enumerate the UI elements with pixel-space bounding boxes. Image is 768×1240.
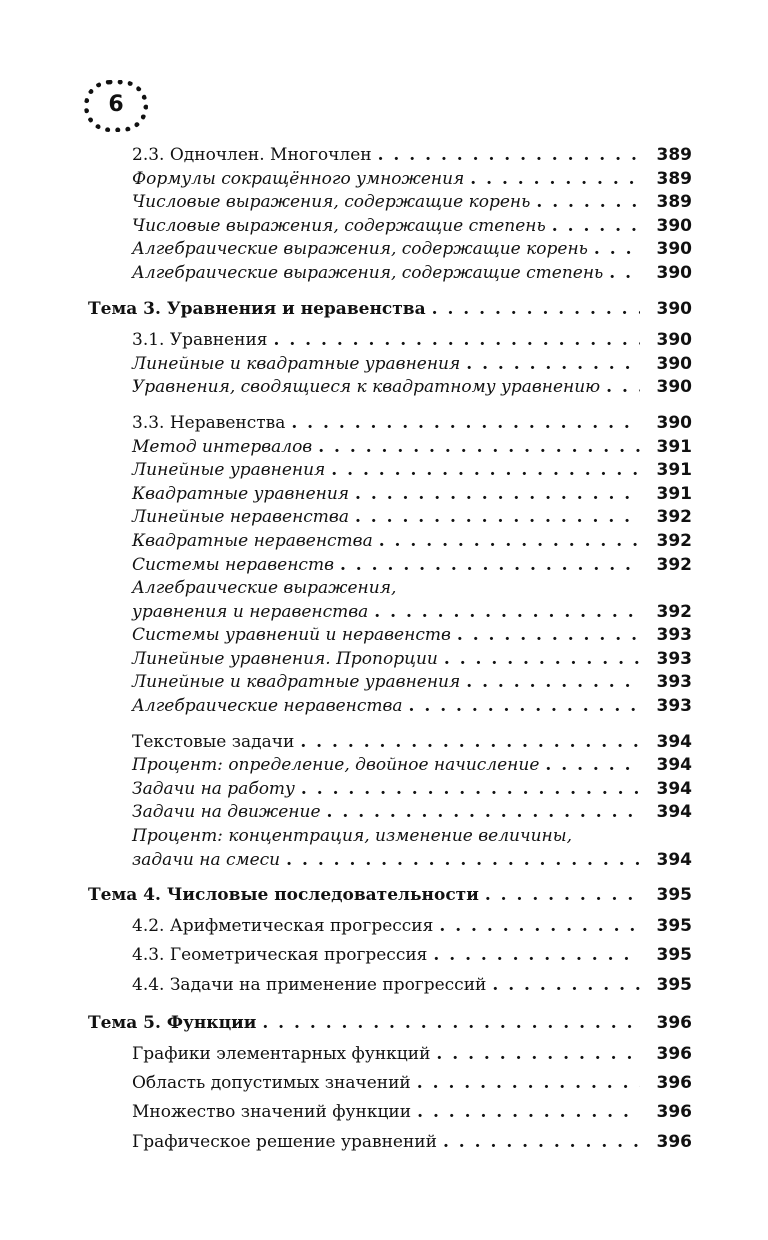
toc-leader-dots xyxy=(432,298,640,322)
toc-entry-title: Алгебраические выражения, xyxy=(132,578,397,599)
toc-leader-dots xyxy=(417,1069,640,1098)
toc-entry-title: Множество значений функции xyxy=(132,1102,412,1123)
toc-entry xyxy=(88,144,692,168)
toc-leader-dots xyxy=(485,884,640,908)
toc-page-number: 390 xyxy=(656,412,692,433)
toc-leader-dots xyxy=(262,1012,640,1036)
toc-page-number: 391 xyxy=(656,436,692,457)
toc-entry xyxy=(88,530,692,554)
toc-page-number: 390 xyxy=(656,330,692,351)
toc-entry xyxy=(88,1128,692,1157)
toc-entry-title: Тема 4. Числовые последовательности xyxy=(88,885,479,906)
toc-entry-title: Формулы сокращённого умножения xyxy=(132,168,465,189)
toc-leader-dots xyxy=(318,436,640,460)
toc-topic-row xyxy=(88,298,692,322)
toc-leader-dots xyxy=(378,144,640,168)
toc-entry xyxy=(88,554,692,578)
toc-leader-dots xyxy=(545,754,640,778)
toc-page-number: 395 xyxy=(656,885,692,906)
toc-entry-title: Числовые выражения, содержащие степень xyxy=(132,215,546,236)
toc-page-number: 390 xyxy=(656,262,692,283)
toc-page-number: 389 xyxy=(656,145,692,165)
toc-page-number: 394 xyxy=(656,802,692,823)
toc-entry xyxy=(88,671,692,695)
toc-leader-dots xyxy=(536,191,640,215)
toc-entry-title: Уравнения, сводящиеся к квадратному уравнению xyxy=(132,377,601,398)
toc-page-number: 392 xyxy=(656,507,692,528)
toc-leader-dots xyxy=(274,329,641,353)
toc-page-number: 393 xyxy=(656,648,692,669)
page-number: 6 xyxy=(108,92,124,117)
toc-entry-title: 4.4. Задачи на применение прогрессий xyxy=(132,974,487,995)
toc-leader-dots xyxy=(291,412,640,436)
toc-leader-dots xyxy=(594,238,640,262)
toc-page-number: 395 xyxy=(656,974,692,995)
toc-entry xyxy=(88,754,692,778)
toc-entry-title: Квадратные неравенства xyxy=(132,530,373,551)
toc-entry-title: 3.1. Уравнения xyxy=(132,330,268,351)
toc-entry-title: Задачи на движение xyxy=(132,802,321,823)
toc-page-number: 393 xyxy=(656,696,692,717)
toc-entry-title: Графическое решение уравнений xyxy=(132,1131,437,1152)
toc-entry xyxy=(88,695,692,719)
toc-entry xyxy=(88,238,692,262)
toc-page-number: 392 xyxy=(656,554,692,575)
toc-entry-title: Системы неравенств xyxy=(132,554,334,575)
toc-page-number: 391 xyxy=(656,483,692,504)
toc-entry xyxy=(88,262,692,286)
toc-entry-title: Тема 3. Уравнения и неравенства xyxy=(88,298,426,319)
toc-leader-dots xyxy=(301,778,640,802)
toc-page-number: 396 xyxy=(656,1013,692,1034)
toc-page-number: 393 xyxy=(656,672,692,693)
toc-entry-title: уравнения и неравенства xyxy=(132,601,369,622)
toc-entry xyxy=(88,801,692,825)
toc-entry-title: 4.3. Геометрическая прогрессия xyxy=(132,945,428,966)
toc-leader-dots xyxy=(417,1098,640,1127)
toc-entry xyxy=(88,941,692,970)
toc-entry-title: Текстовые задачи xyxy=(132,731,295,752)
toc-entry-title: Алгебраические неравенства xyxy=(132,696,403,717)
toc-entry xyxy=(88,731,692,755)
toc-entry-title: Задачи на работу xyxy=(132,778,295,799)
toc-entry-title: 4.2. Арифметическая прогрессия xyxy=(132,915,434,936)
toc-entry xyxy=(88,506,692,530)
toc-page-number: 393 xyxy=(656,625,692,646)
toc-leader-dots xyxy=(433,941,640,970)
toc-entry-title: 3.3. Неравенства xyxy=(132,412,286,433)
toc-leader-dots xyxy=(355,483,640,507)
table-of-contents xyxy=(88,144,692,1157)
toc-entry-title: Линейные и квадратные уравнения xyxy=(132,353,461,374)
toc-leader-dots xyxy=(355,506,640,530)
toc-entry xyxy=(88,1040,692,1069)
toc-leader-dots xyxy=(609,262,640,286)
toc-page-number: 394 xyxy=(656,849,692,870)
toc-leader-dots xyxy=(466,353,640,377)
toc-page-number: 396 xyxy=(656,1102,692,1123)
toc-page-number: 390 xyxy=(656,353,692,374)
toc-page-number: 390 xyxy=(656,377,692,398)
toc-page-number: 396 xyxy=(656,1073,692,1094)
toc-entry-title: Линейные уравнения. Пропорции xyxy=(132,648,438,669)
toc-entry-title: Линейные неравенства xyxy=(132,507,349,528)
toc-leader-dots xyxy=(606,376,640,400)
toc-entry-title: задачи на смеси xyxy=(132,849,281,870)
toc-entry-title: Системы уравнений и неравенств xyxy=(132,625,451,646)
toc-page-number: 395 xyxy=(656,915,692,936)
page-number-badge xyxy=(84,80,148,132)
toc-page-number: 394 xyxy=(656,755,692,776)
toc-entry xyxy=(88,825,692,849)
toc-entry-title: Тема 5. Функции xyxy=(88,1013,257,1034)
toc-entry xyxy=(88,912,692,941)
toc-page-number: 396 xyxy=(656,1131,692,1152)
toc-leader-dots xyxy=(340,554,640,578)
toc-entry-title: Метод интервалов xyxy=(132,436,313,457)
toc-entry-title: Процент: определение, двойное начисление xyxy=(132,755,540,776)
toc-entry-title: Линейные уравнения xyxy=(132,460,326,481)
toc-entry-title: Квадратные уравнения xyxy=(132,483,350,504)
toc-entry-title: Алгебраические выражения, содержащие степень xyxy=(132,262,604,283)
toc-entry xyxy=(88,601,692,625)
toc-entry xyxy=(88,376,692,400)
toc-page-number: 394 xyxy=(656,731,692,752)
toc-leader-dots xyxy=(443,1128,640,1157)
toc-leader-dots xyxy=(470,168,640,192)
toc-leader-dots xyxy=(327,801,640,825)
toc-entry xyxy=(88,971,692,1000)
toc-entry-title: Процент: концентрация, изменение величины, xyxy=(132,826,572,847)
toc-entry-title: Графики элементарных функций xyxy=(132,1043,431,1064)
toc-entry-title: Линейные и квадратные уравнения xyxy=(132,672,461,693)
toc-page-number: 395 xyxy=(656,945,692,966)
toc-leader-dots xyxy=(492,971,640,1000)
toc-entry-title: Область допустимых значений xyxy=(132,1073,411,1094)
toc-entry-title: 2.3. Одночлен. Многочлен xyxy=(132,145,372,165)
toc-entry xyxy=(88,849,692,873)
toc-topic-row xyxy=(88,884,692,908)
toc-entry xyxy=(88,412,692,436)
toc-leader-dots xyxy=(331,459,640,483)
toc-page-number: 391 xyxy=(656,460,692,481)
toc-page-number: 390 xyxy=(656,298,692,319)
toc-entry xyxy=(88,483,692,507)
toc-entry xyxy=(88,191,692,215)
toc-entry xyxy=(88,577,692,601)
toc-leader-dots xyxy=(552,215,640,239)
toc-topic-row xyxy=(88,1012,692,1036)
toc-page-number: 396 xyxy=(656,1043,692,1064)
toc-leader-dots xyxy=(300,731,640,755)
toc-page-number: 389 xyxy=(656,168,692,189)
toc-leader-dots xyxy=(379,530,640,554)
toc-entry xyxy=(88,436,692,460)
toc-page-number: 389 xyxy=(656,192,692,213)
toc-page-number: 394 xyxy=(656,778,692,799)
toc-page-number: 392 xyxy=(656,601,692,622)
toc-leader-dots xyxy=(286,849,640,873)
toc-leader-dots xyxy=(409,695,640,719)
toc-entry xyxy=(88,624,692,648)
toc-page-number: 390 xyxy=(656,239,692,260)
toc-entry xyxy=(88,1069,692,1098)
toc-entry xyxy=(88,215,692,239)
toc-entry xyxy=(88,353,692,377)
toc-entry-title: Числовые выражения, содержащие корень xyxy=(132,192,531,213)
toc-leader-dots xyxy=(466,671,640,695)
toc-leader-dots xyxy=(444,648,640,672)
toc-leader-dots xyxy=(457,624,640,648)
toc-page-number: 392 xyxy=(656,530,692,551)
toc-entry-title: Алгебраические выражения, содержащие корень xyxy=(132,239,588,260)
toc-entry xyxy=(88,1098,692,1127)
toc-leader-dots xyxy=(439,912,640,941)
toc-leader-dots xyxy=(436,1040,640,1069)
toc-entry xyxy=(88,168,692,192)
toc-entry xyxy=(88,778,692,802)
toc-leader-dots xyxy=(374,601,640,625)
toc-entry xyxy=(88,648,692,672)
toc-page-number: 390 xyxy=(656,215,692,236)
toc-entry xyxy=(88,329,692,353)
toc-entry xyxy=(88,459,692,483)
